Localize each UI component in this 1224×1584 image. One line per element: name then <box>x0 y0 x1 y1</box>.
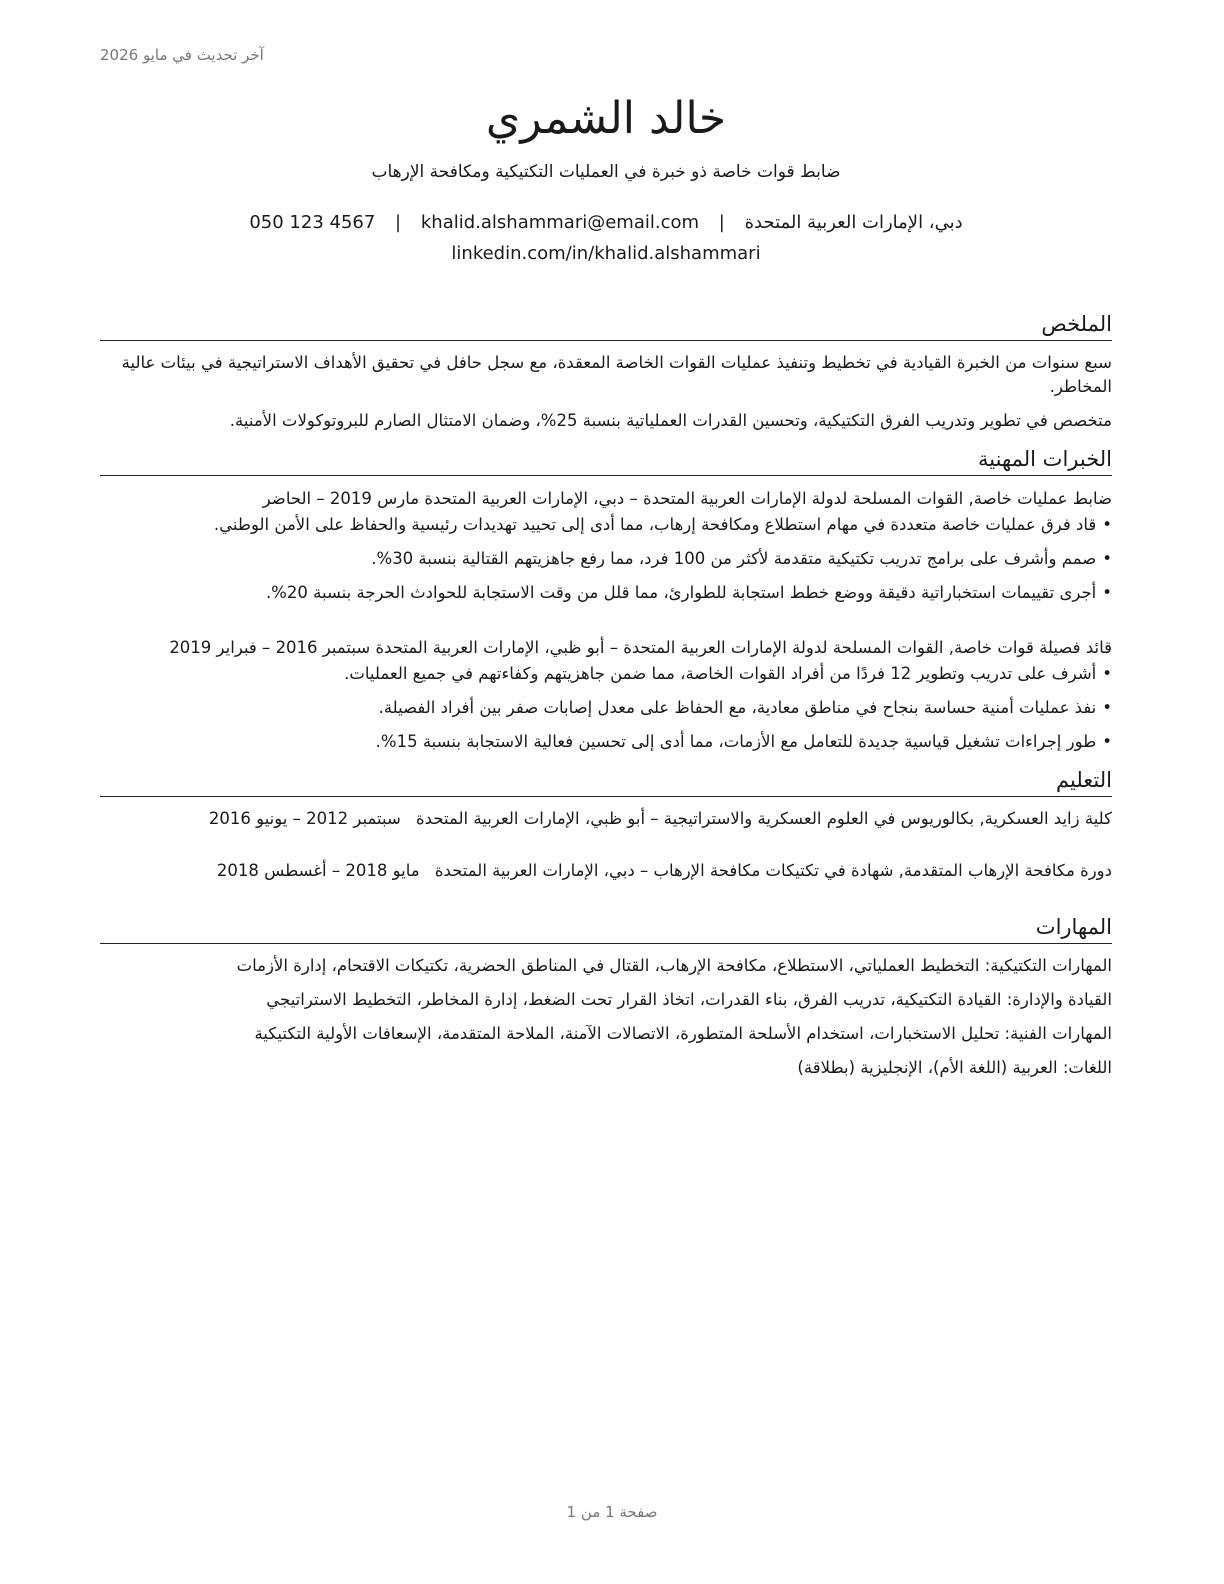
section-title-skills: المهارات <box>100 911 1112 944</box>
education-date: مايو 2018 – أغسطس 2018 <box>216 861 420 880</box>
contact-line <box>100 212 1112 233</box>
list-item <box>100 581 1112 605</box>
education-entry <box>100 859 1112 883</box>
candidate-name: خالد الشمري <box>485 93 727 144</box>
bullet-text: طور إجراءات تشغيل قياسية جديدة للتعامل مع الأزمات، مما أدى إلى تحسين فعالية الاستجابة بنسبة 15%. <box>375 732 1097 751</box>
list-item <box>100 730 1112 754</box>
list-item <box>100 662 1112 686</box>
bullet-text: نفذ عمليات أمنية حساسة بنجاح في مناطق معادية، مع الحفاظ على معدل إصابات صفر بين أفراد الفصيلة. <box>378 698 1097 717</box>
resume-body <box>100 308 1112 1090</box>
separator: | <box>395 212 402 233</box>
section-title-summary: الملخص <box>100 308 1112 341</box>
education-entry <box>100 807 1112 831</box>
bullet-icon: • <box>1102 549 1112 568</box>
bullet-icon: • <box>1102 583 1112 602</box>
job-bullets <box>100 513 1112 605</box>
job-heading: قائد فصيلة قوات خاصة, القوات المسلحة لدولة الإمارات العربية المتحدة – أبو ظبي، الإمارات العربية المتحدة سبتمبر 2016 – فبراير 2019 <box>169 638 1112 657</box>
bullet-text: صمم وأشرف على برامج تدريب تكتيكية متقدمة لأكثر من 100 فرد، مما رفع جاهزيتهم القتالية بنسبة 30%. <box>371 549 1097 568</box>
bullet-icon: • <box>1102 732 1112 751</box>
section-title-experience: الخبرات المهنية <box>100 443 1112 476</box>
education-date: سبتمبر 2012 – يونيو 2016 <box>208 809 401 828</box>
email-link[interactable]: khalid.alshammari@email.com <box>420 212 700 233</box>
bullet-icon: • <box>1102 515 1112 534</box>
education-text: كلية زايد العسكرية, بكالوريوس في العلوم العسكرية والاستراتيجية – أبو ظبي، الإمارات العربية المتحدة <box>416 809 1112 828</box>
job-heading: ضابط عمليات خاصة, القوات المسلحة لدولة الإمارات العربية المتحدة – دبي، الإمارات العربية المتحدة مارس 2019 – الحاضر <box>262 489 1112 508</box>
page-number: صفحة 1 من 1 <box>566 1503 658 1521</box>
last-updated-note: آخر تحديث في مايو 2026 <box>100 46 264 64</box>
bullet-icon: • <box>1102 698 1112 717</box>
phone-number: 050 123 4567 <box>249 212 376 233</box>
summary-paragraph: متخصص في تطوير وتدريب الفرق التكتيكية، وتحسين القدرات العملياتية بنسبة 25%، وضمان الامتثال الصارم للبروتوكولات الأمنية. <box>229 411 1112 430</box>
job-bullets <box>100 662 1112 754</box>
resume-header <box>100 88 1112 264</box>
skill-line: المهارات الفنية: تحليل الاستخبارات، استخدام الأسلحة المتطورة، الاتصالات الآمنة، الملاحة المتقدمة، الإسعافات الأولية التكتيكية <box>254 1024 1112 1043</box>
skill-line: المهارات التكتيكية: التخطيط العملياتي، الاستطلاع، مكافحة الإرهاب، القتال في المناطق الحضرية، تكتيكات الاقتحام، إدارة الأزمات <box>236 956 1112 975</box>
education-text: دورة مكافحة الإرهاب المتقدمة, شهادة في تكتيكات مكافحة الإرهاب – دبي، الإمارات العربية المتحدة <box>434 861 1112 880</box>
skill-line: اللغات: العربية (اللغة الأم)، الإنجليزية (بطلاقة) <box>797 1058 1112 1077</box>
linkedin-link[interactable]: linkedin.com/in/khalid.alshammari <box>451 243 761 264</box>
summary-paragraph: سبع سنوات من الخبرة القيادية في تخطيط وتنفيذ عمليات القوات الخاصة المعقدة، مع سجل حافل في تحقيق الأهداف الاستراتيجية في بيئات عالية المخاطر. <box>121 353 1112 396</box>
list-item <box>100 513 1112 537</box>
section-title-education: التعليم <box>100 764 1112 797</box>
separator: | <box>718 212 725 233</box>
bullet-text: قاد فرق عمليات خاصة متعددة في مهام استطلاع ومكافحة إرهاب، مما أدى إلى تحييد تهديدات رئيسية والحفاظ على الأمن الوطني. <box>213 515 1097 534</box>
candidate-title: ضابط قوات خاصة ذو خبرة في العمليات التكتيكية ومكافحة الإرهاب <box>371 162 841 182</box>
list-item <box>100 547 1112 571</box>
bullet-text: أشرف على تدريب وتطوير 12 فردًا من أفراد القوات الخاصة، مما ضمن جاهزيتهم وكفاءتهم في جميع العمليات. <box>344 664 1097 683</box>
bullet-text: أجرى تقييمات استخباراتية دقيقة ووضع خطط استجابة للطوارئ، مما قلل من وقت الاستجابة للحوادث الحرجة بنسبة 20%. <box>265 583 1097 602</box>
location: دبي، الإمارات العربية المتحدة <box>744 212 963 233</box>
skill-line: القيادة والإدارة: القيادة التكتيكية، تدريب الفرق، بناء القدرات، اتخاذ القرار تحت الضغط، إدارة المخاطر، التخطيط الاستراتيجي <box>266 990 1112 1009</box>
bullet-icon: • <box>1102 664 1112 683</box>
list-item <box>100 696 1112 720</box>
